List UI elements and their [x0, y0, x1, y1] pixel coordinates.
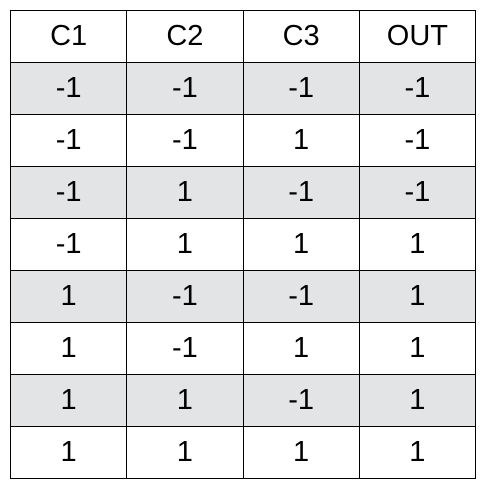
- table-row: [11, 219, 476, 271]
- table-cell: 1: [243, 219, 359, 271]
- table-cell: -1: [359, 167, 475, 219]
- table-cell: -1: [11, 115, 127, 167]
- table-cell: -1: [127, 323, 243, 375]
- table-cell: 1: [11, 427, 127, 479]
- table-cell: -1: [127, 63, 243, 115]
- table-cell: -1: [243, 63, 359, 115]
- table-cell: 1: [11, 271, 127, 323]
- table-cell: -1: [243, 271, 359, 323]
- table-cell: -1: [359, 63, 475, 115]
- header-cell: OUT: [359, 11, 475, 63]
- header-cell: C2: [127, 11, 243, 63]
- header-cell: C3: [243, 11, 359, 63]
- table-cell: -1: [11, 167, 127, 219]
- table-cell: 1: [359, 323, 475, 375]
- table-cell: 1: [243, 323, 359, 375]
- table-cell: 1: [243, 115, 359, 167]
- table-cell: -1: [359, 115, 475, 167]
- table-cell: -1: [11, 219, 127, 271]
- table-cell: 1: [359, 375, 475, 427]
- truth-table: [10, 10, 476, 479]
- header-row: [11, 11, 476, 63]
- table-cell: 1: [243, 427, 359, 479]
- table-cell: -1: [127, 271, 243, 323]
- table-row: [11, 427, 476, 479]
- table-row: [11, 375, 476, 427]
- table-cell: -1: [243, 167, 359, 219]
- table-row: [11, 323, 476, 375]
- table-row: [11, 167, 476, 219]
- table-cell: 1: [359, 427, 475, 479]
- table-cell: 1: [11, 323, 127, 375]
- table-cell: 1: [127, 219, 243, 271]
- table-row: [11, 115, 476, 167]
- header-cell: C1: [11, 11, 127, 63]
- table-cell: -1: [11, 63, 127, 115]
- table-cell: -1: [243, 375, 359, 427]
- table-cell: 1: [359, 271, 475, 323]
- table-cell: 1: [359, 219, 475, 271]
- table-cell: -1: [127, 115, 243, 167]
- table-row: [11, 271, 476, 323]
- table-cell: 1: [11, 375, 127, 427]
- table-cell: 1: [127, 167, 243, 219]
- table-row: [11, 63, 476, 115]
- table-cell: 1: [127, 427, 243, 479]
- table-cell: 1: [127, 375, 243, 427]
